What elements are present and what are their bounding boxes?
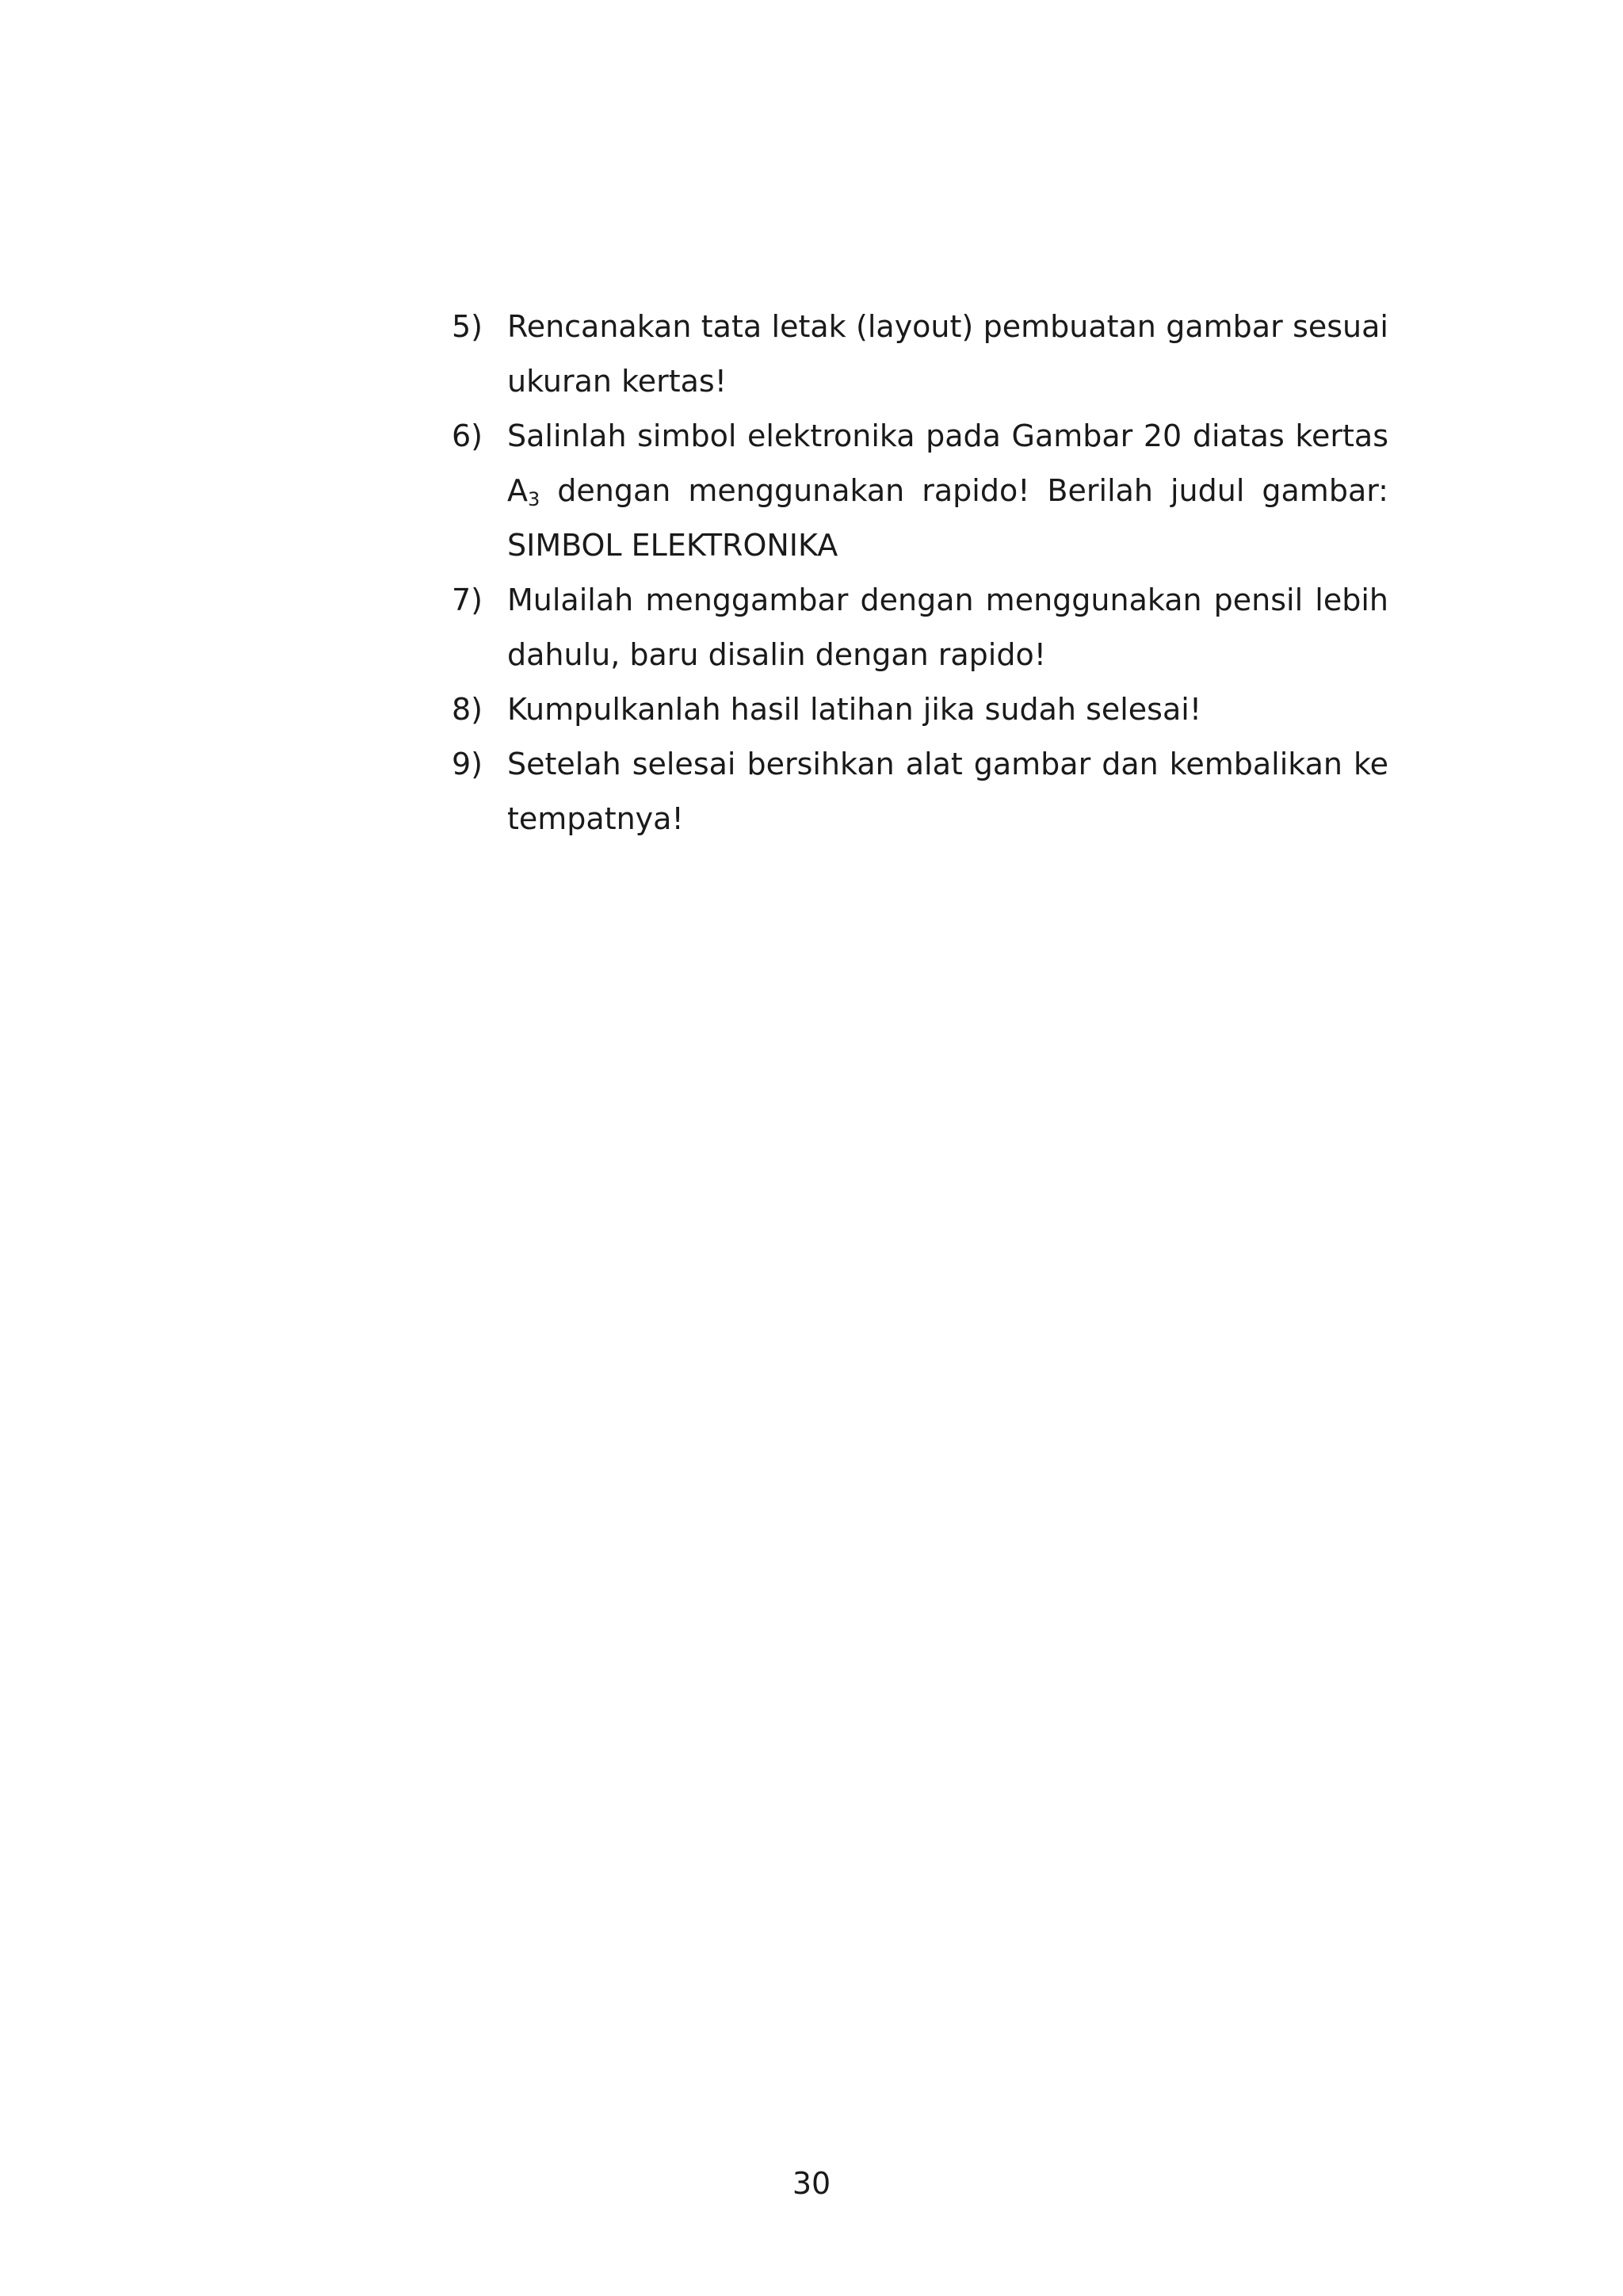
list-item-text: Mulailah menggambar dengan menggunakan pensil lebih dahulu, baru disalin dengan rapido!	[507, 583, 1388, 672]
list-item-number: 7)	[452, 583, 483, 617]
instruction-list	[452, 300, 1388, 846]
list-item-text-part: dengan menggunakan rapido! Berilah judul gambar: SIMBOL ELEKTRONIKA	[507, 473, 1388, 563]
subscript: 3	[528, 488, 540, 510]
list-item-number: 9)	[452, 747, 483, 781]
list-item-number: 5)	[452, 309, 483, 344]
list-item	[452, 573, 1388, 682]
list-item-text	[507, 418, 1388, 563]
list-item-text-part: Salinlah simbol elektronika pada Gambar 20 diatas kertas A	[507, 418, 1388, 508]
list-item	[452, 409, 1388, 573]
list-item-number: 6)	[452, 418, 483, 453]
list-item	[452, 300, 1388, 409]
page-number: 30	[792, 2166, 831, 2201]
list-item-text: Rencanakan tata letak (layout) pembuatan gambar sesuai ukuran kertas!	[507, 309, 1388, 399]
list-item-text: Setelah selesai bersihkan alat gambar dan kembalikan ke tempatnya!	[507, 747, 1388, 836]
list-item-text: Kumpulkanlah hasil latihan jika sudah selesai!	[507, 692, 1202, 727]
list-item-number: 8)	[452, 692, 483, 727]
list-item	[452, 737, 1388, 846]
list-item	[452, 682, 1388, 737]
